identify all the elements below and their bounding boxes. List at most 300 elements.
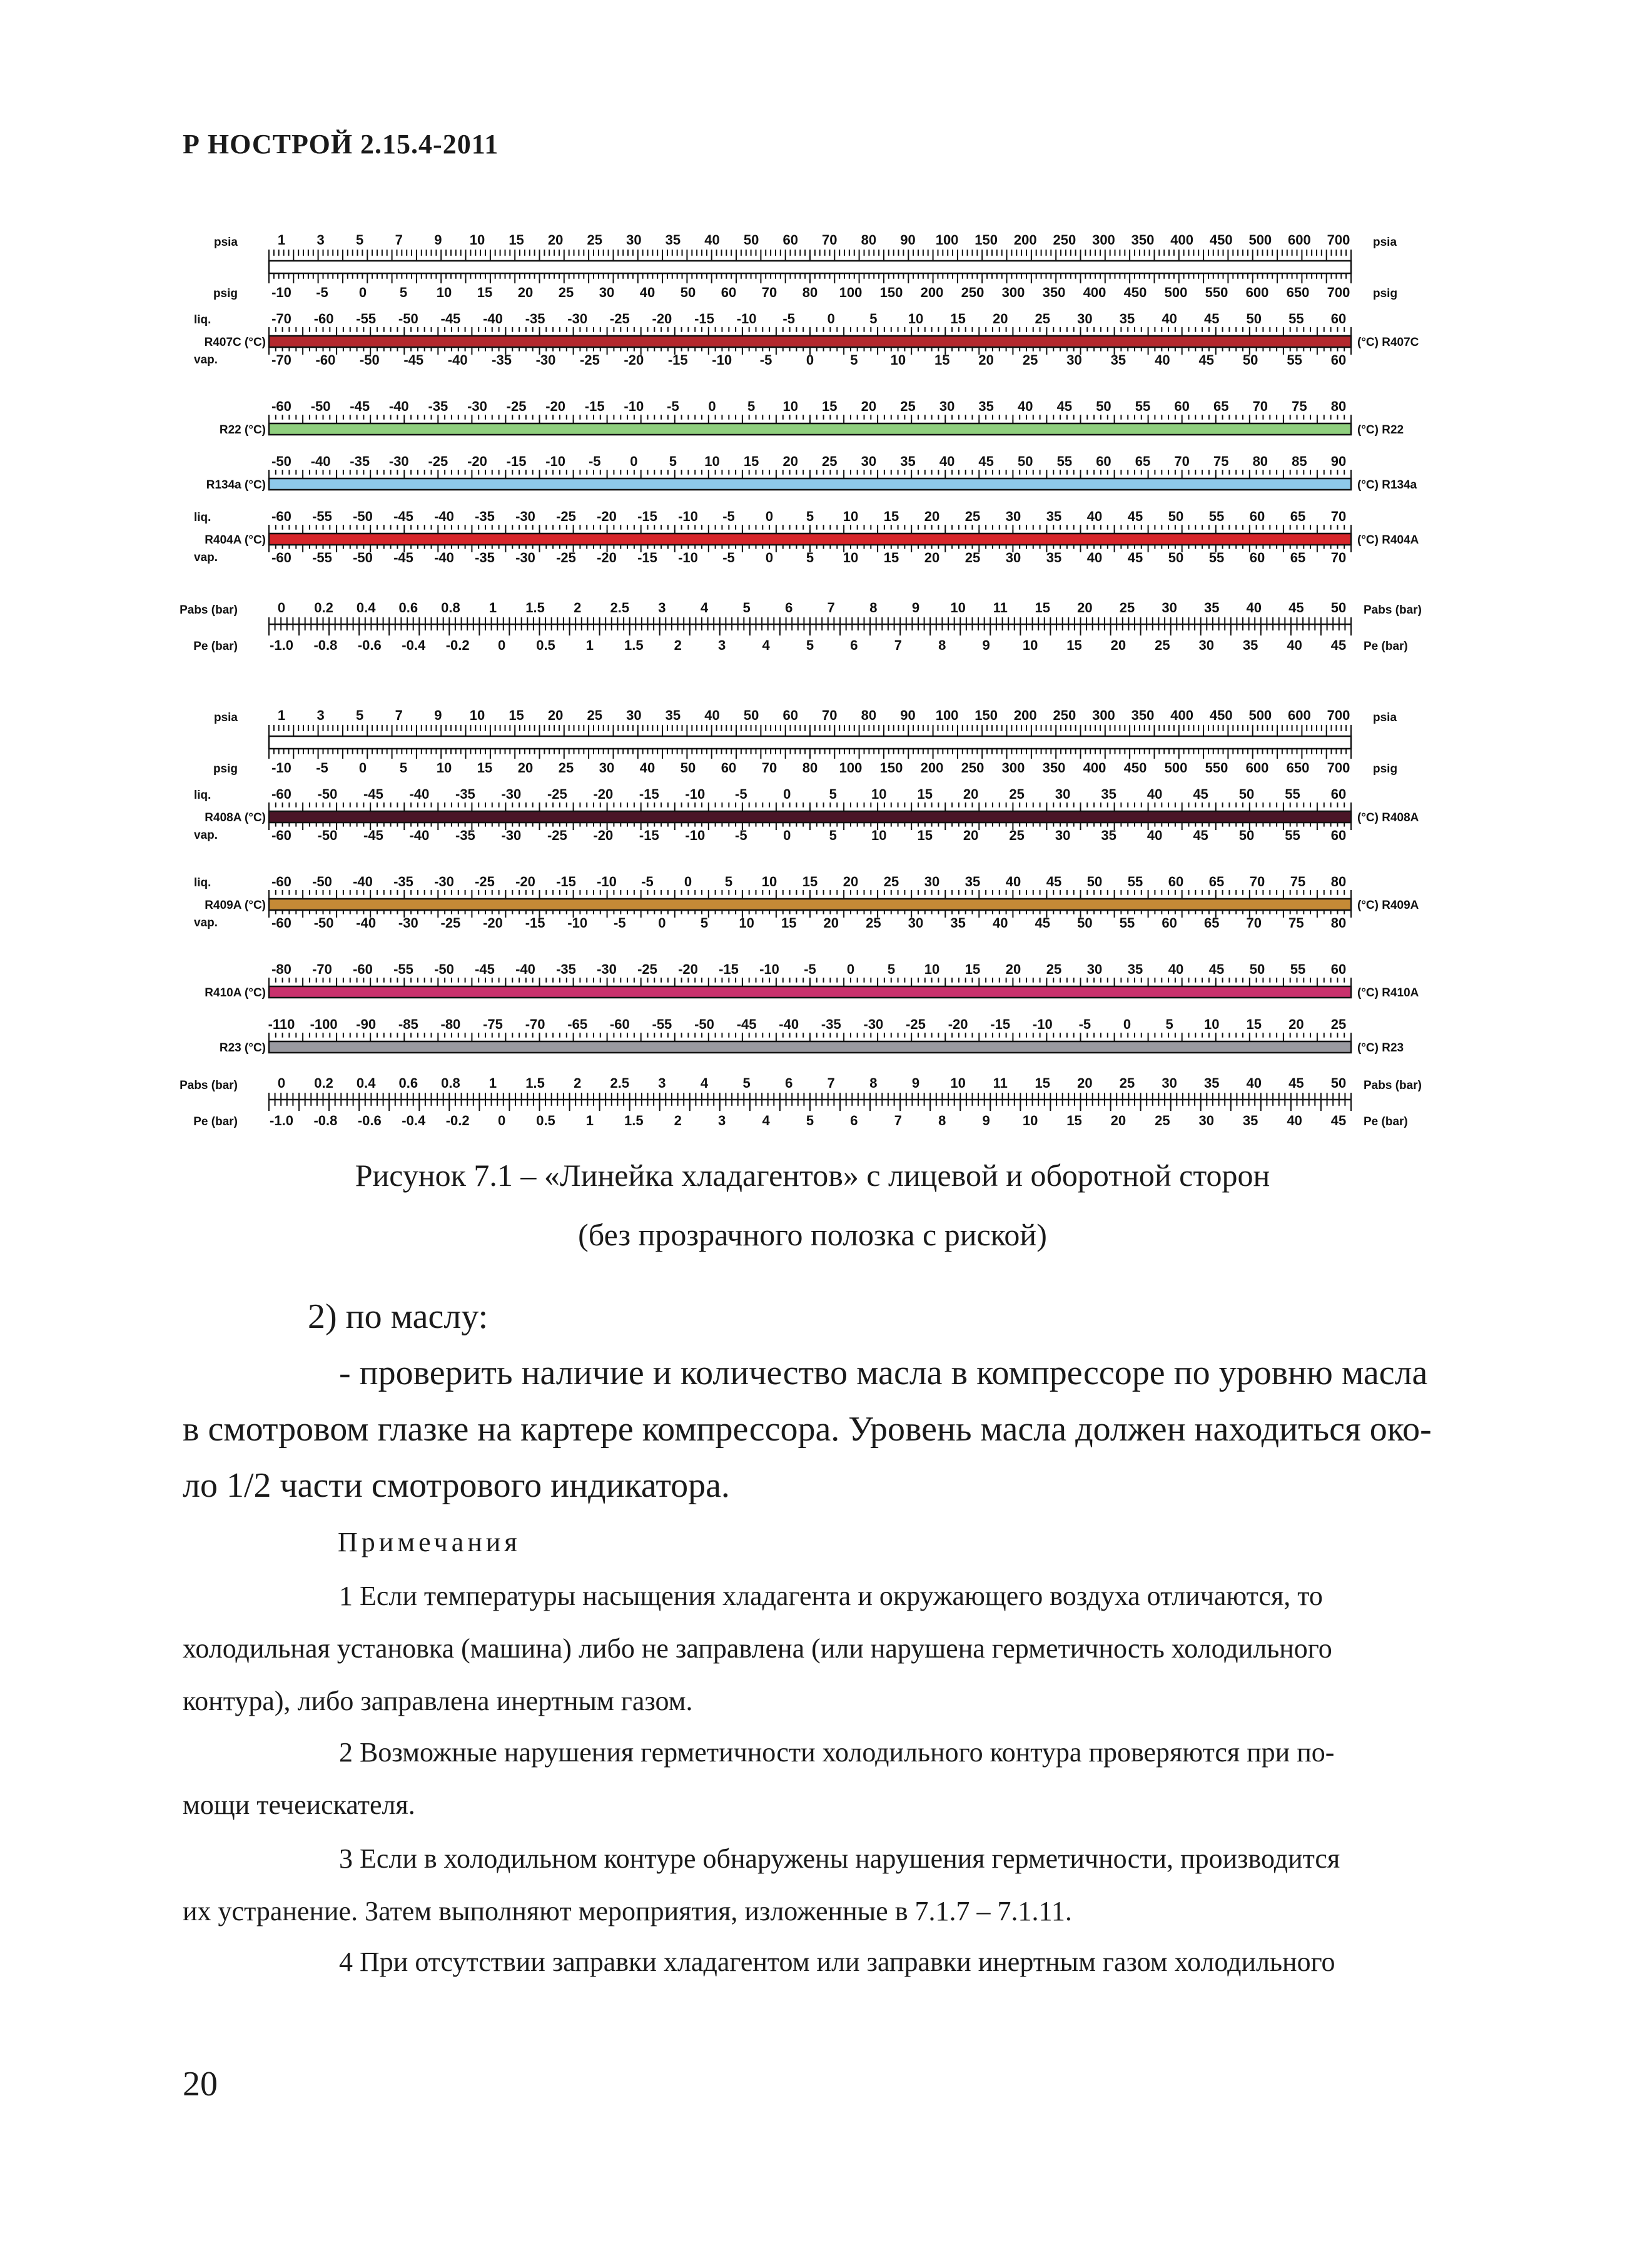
liquid-tag: liq. [194, 313, 211, 327]
vapour-ticks [269, 823, 1351, 830]
vapour-tick-label: -20 [624, 352, 644, 368]
temperature-tick-label: 40 [1168, 961, 1184, 977]
vapour-tick-label: -10 [712, 352, 732, 368]
vapour-tick-label: 30 [1005, 550, 1021, 565]
psia-tick-label: 9 [434, 707, 442, 723]
temperature-tick-label: -50 [694, 1016, 714, 1032]
psia-label-right: psia [1373, 236, 1397, 249]
temperature-tick-label: 15 [950, 311, 966, 327]
temperature-tick-label: 55 [1135, 398, 1151, 414]
note-1 [183, 1570, 1452, 1728]
temperature-tick-label: -80 [271, 961, 291, 977]
temperature-tick-label: 25 [900, 398, 916, 414]
psig-tick-label: 150 [879, 760, 903, 776]
temperature-tick-label: 25 [1046, 961, 1062, 977]
vapour-tick-label: -35 [475, 550, 495, 565]
pe-tick-label: 45 [1330, 1113, 1347, 1128]
temperature-tick-label: -60 [353, 961, 373, 977]
psia-tick-label: 50 [743, 707, 759, 723]
temperature-tick-label: 20 [924, 509, 940, 524]
temperature-tick-label: -35 [475, 509, 495, 524]
vapour-tick-label: -20 [593, 828, 614, 843]
pe-tick-label: 15 [1066, 1113, 1082, 1128]
pe-ticks [269, 624, 1351, 635]
temperature-tick-label: 50 [1018, 453, 1033, 469]
vapour-tick-label: -25 [556, 550, 576, 565]
vapour-tag: vap. [194, 551, 218, 564]
pe-tick-label: 25 [1155, 637, 1170, 653]
psig-ticks [269, 749, 1351, 759]
pabs-tick-label: 45 [1288, 600, 1304, 615]
temperature-tick-label: -30 [515, 509, 535, 524]
refrigerant-bar-R409A [269, 899, 1351, 910]
psig-tick-label: 50 [680, 760, 696, 776]
vapour-tick-label: -20 [597, 550, 617, 565]
pabs-tick-label: 0 [277, 600, 286, 615]
psig-tick-label: 15 [477, 760, 493, 776]
pe-tick-label: 40 [1287, 637, 1302, 653]
temperature-tick-label: 55 [1127, 874, 1143, 889]
temperature-tick-label: 10 [843, 509, 859, 524]
psia-tick-label: 15 [509, 707, 524, 723]
temperature-tick-label: 5 [1165, 1016, 1173, 1032]
temperature-tick-label: -50 [353, 509, 373, 524]
vapour-tick-label: 45 [1035, 915, 1051, 931]
temperature-tick-label: -20 [948, 1016, 968, 1032]
pabs-label: Pabs (bar) [180, 1079, 238, 1092]
pe-tick-label: 7 [894, 637, 902, 653]
temperature-tick-label: 10 [924, 961, 940, 977]
temperature-tick-label: 0 [765, 509, 774, 524]
temperature-tick-label: -5 [722, 509, 735, 524]
pe-tick-label: 2 [674, 1113, 682, 1128]
vapour-tick-label: 35 [1110, 352, 1126, 368]
temperature-tick-label: 20 [1005, 961, 1021, 977]
vapour-tick-label: -60 [271, 915, 291, 931]
psia-label-right: psia [1373, 711, 1397, 724]
vapour-ticks [269, 910, 1351, 918]
vapour-tick-label: 5 [806, 550, 814, 565]
psia-tick-label: 500 [1248, 232, 1272, 248]
psia-tick-label: 400 [1170, 232, 1193, 248]
temperature-tick-label: -35 [821, 1016, 841, 1032]
refrigerant-ruler-back [175, 697, 1464, 1148]
temperature-tick-label: 10 [908, 311, 924, 327]
temperature-tick-label: -45 [350, 398, 370, 414]
temperature-tick-label: 45 [1193, 786, 1208, 802]
vapour-tick-label: -45 [393, 550, 413, 565]
psig-tick-label: -5 [316, 285, 328, 300]
vapour-tick-label: -35 [492, 352, 512, 368]
vapour-tick-label: -10 [678, 550, 698, 565]
pabs-tick-label: 15 [1035, 600, 1051, 615]
vapour-tick-label: -60 [315, 352, 336, 368]
temperature-tick-label: 5 [869, 311, 878, 327]
psig-tick-label: 70 [761, 285, 777, 300]
vapour-tick-label: 0 [765, 550, 774, 565]
refrigerant-label-right: (°C) R407C [1357, 336, 1419, 349]
pabs-tick-label: 4 [700, 600, 709, 615]
psia-tick-label: 70 [822, 232, 838, 248]
note-2 [183, 1726, 1452, 1831]
temperature-tick-label: -10 [736, 311, 757, 327]
psig-tick-label: 60 [721, 760, 737, 776]
temperature-tick-label: 45 [1056, 398, 1073, 414]
psig-tick-label: 50 [680, 285, 696, 300]
temperature-tick-label: -55 [652, 1016, 672, 1032]
pabs-label-right: Pabs (bar) [1364, 1079, 1422, 1092]
temperature-tick-label: 85 [1292, 453, 1307, 469]
vapour-tick-label: -25 [440, 915, 461, 931]
temperature-tick-label: -50 [398, 311, 418, 327]
vapour-tick-label: -30 [515, 550, 535, 565]
psig-tick-label: 0 [358, 760, 367, 776]
temperature-tick-label: 10 [761, 874, 777, 889]
pe-tick-label: -0.8 [313, 637, 338, 653]
pabs-tick-label: 30 [1162, 600, 1177, 615]
pabs-tick-label: 0 [277, 1075, 286, 1091]
temperature-tick-label: -30 [567, 311, 588, 327]
psig-tick-label: 15 [477, 285, 493, 300]
temperature-tick-label: 25 [1009, 786, 1025, 802]
temperature-tick-label: 60 [1249, 509, 1265, 524]
psia-tick-label: 450 [1209, 232, 1233, 248]
pe-tick-label: 0.5 [536, 1113, 555, 1128]
psig-tick-label: 650 [1286, 760, 1310, 776]
temperature-tick-label: -80 [440, 1016, 461, 1032]
psia-tick-label: 90 [900, 232, 916, 248]
psig-tick-label: 25 [558, 285, 574, 300]
psia-tick-label: 350 [1131, 232, 1155, 248]
temperature-tick-label: 10 [782, 398, 798, 414]
pabs-tick-label: 2 [574, 1075, 582, 1091]
temperature-tick-label: 45 [1046, 874, 1062, 889]
temperature-tick-label: -35 [556, 961, 576, 977]
psia-tick-label: 7 [395, 232, 403, 248]
psia-tick-label: 500 [1248, 707, 1272, 723]
temperature-ticks [269, 470, 1351, 478]
psia-tick-label: 700 [1327, 707, 1350, 723]
psia-tick-label: 700 [1327, 232, 1350, 248]
temperature-tick-label: 0 [708, 398, 716, 414]
pe-tick-label: 1 [585, 1113, 594, 1128]
vapour-tick-label: 55 [1208, 550, 1225, 565]
note-line: 4 При отсутствии заправки хладагентом или заправки инертным газом холодильного [339, 1947, 1335, 1977]
vapour-tag: vap. [194, 353, 218, 367]
refrigerant-label-right: (°C) R408A [1357, 811, 1419, 824]
vapour-tick-label: 0 [658, 915, 666, 931]
pe-tick-label: -0.4 [402, 637, 426, 653]
liquid-tag: liq. [194, 789, 211, 802]
vapour-tick-label: -10 [567, 915, 588, 931]
vapour-tick-label: 15 [917, 828, 933, 843]
refrigerant-ruler-front [175, 222, 1464, 685]
temperature-tick-label: 55 [1208, 509, 1225, 524]
pabs-tick-label: 0.8 [441, 600, 460, 615]
temperature-tick-label: -25 [428, 453, 448, 469]
note-4 [183, 1936, 1452, 1988]
temperature-tick-label: 50 [1238, 786, 1255, 802]
vapour-tick-label: 55 [1287, 352, 1302, 368]
pabs-tick-label: 0.2 [314, 1075, 333, 1091]
temperature-tick-label: 55 [1290, 961, 1306, 977]
psig-tick-label: 500 [1164, 760, 1188, 776]
refrigerant-label: R22 (°C) [219, 423, 266, 437]
vapour-tick-label: 55 [1285, 828, 1300, 843]
psia-tick-label: 30 [626, 707, 642, 723]
psia-tick-label: 80 [861, 707, 877, 723]
temperature-tick-label: 35 [1127, 961, 1143, 977]
psia-ticks [269, 725, 1351, 736]
temperature-tick-label: -60 [271, 786, 291, 802]
vapour-tick-label: -50 [313, 915, 334, 931]
temperature-tick-label: 0 [630, 453, 638, 469]
temperature-tick-label: 70 [1249, 874, 1265, 889]
pabs-tick-label: 4 [700, 1075, 709, 1091]
psia-label: psia [213, 711, 238, 724]
pressure-bar [269, 736, 1351, 749]
temperature-tick-label: -35 [350, 453, 370, 469]
refrigerant-bar-R410A [269, 986, 1351, 998]
temperature-tick-label: -15 [639, 786, 659, 802]
temperature-tick-label: -5 [641, 874, 654, 889]
psia-ticks [269, 250, 1351, 261]
pabs-tick-label: 5 [742, 1075, 751, 1091]
temperature-tick-label: 0 [1123, 1016, 1131, 1032]
note-line: 1 Если температуры насыщения хладагента и окружающего воздуха отличаются, то [339, 1581, 1323, 1611]
temperature-tick-label: -15 [694, 311, 714, 327]
temperature-tick-label: 20 [843, 874, 859, 889]
temperature-tick-label: 25 [964, 509, 981, 524]
pabs-tick-label: 25 [1119, 1075, 1135, 1091]
temperature-tick-label: 55 [1288, 311, 1304, 327]
pe-tick-label: 20 [1110, 1113, 1126, 1128]
psia-tick-label: 70 [822, 707, 838, 723]
temperature-tick-label: -20 [545, 398, 566, 414]
temperature-tick-label: 55 [1056, 453, 1073, 469]
vapour-tick-label: 65 [1203, 915, 1220, 931]
vapour-tick-label: 25 [964, 550, 981, 565]
pe-tick-label: 3 [718, 1113, 726, 1128]
pabs-tick-label: 20 [1077, 600, 1093, 615]
paragraph-line: - проверить наличие и количество масла в компрессоре по уровню масла [339, 1354, 1428, 1392]
temperature-tick-label: -5 [782, 311, 795, 327]
psia-tick-label: 25 [587, 707, 602, 723]
temperature-tick-label: -30 [501, 786, 522, 802]
vapour-tick-label: 60 [1249, 550, 1265, 565]
pressure-bar [269, 261, 1351, 273]
vapour-tick-label: 70 [1246, 915, 1262, 931]
temperature-tick-label: -100 [310, 1016, 338, 1032]
temperature-tick-label: 65 [1290, 509, 1306, 524]
temperature-tick-label: 70 [1174, 453, 1190, 469]
temperature-tick-label: 15 [1246, 1016, 1262, 1032]
pabs-tick-label: 30 [1162, 1075, 1177, 1091]
pabs-tick-label: 6 [785, 600, 793, 615]
pabs-tick-label: 10 [950, 1075, 966, 1091]
pabs-tick-label: 11 [993, 1075, 1008, 1091]
temperature-tick-label: 0 [846, 961, 855, 977]
temperature-tick-label: 60 [1174, 398, 1190, 414]
psig-tick-label: 400 [1083, 285, 1106, 300]
temperature-tick-label: 50 [1086, 874, 1103, 889]
psig-tick-label: -10 [271, 285, 291, 300]
pabs-tick-label: 0.6 [398, 600, 418, 615]
pe-tick-label: 40 [1287, 1113, 1302, 1128]
temperature-tick-label: 75 [1213, 453, 1229, 469]
temperature-tick-label: -15 [637, 509, 657, 524]
pe-tick-label: 1.5 [624, 637, 644, 653]
vapour-tick-label: 45 [1193, 828, 1208, 843]
temperature-tick-label: 60 [1330, 311, 1347, 327]
refrigerant-label-right: (°C) R134a [1357, 478, 1417, 492]
temperature-tick-label: -55 [312, 509, 332, 524]
psia-tick-label: 1 [277, 707, 286, 723]
temperature-tick-label: -30 [467, 398, 487, 414]
pe-tick-label: 1.5 [624, 1113, 644, 1128]
temperature-tick-label: 25 [1035, 311, 1051, 327]
temperature-tick-label: -75 [483, 1016, 503, 1032]
pabs-tick-label: 8 [869, 600, 878, 615]
temperature-tick-label: 15 [917, 786, 933, 802]
temperature-tick-label: -25 [506, 398, 527, 414]
vapour-tick-label: -5 [759, 352, 772, 368]
temperature-tick-label: 40 [1162, 311, 1177, 327]
psia-tick-label: 20 [547, 707, 564, 723]
vapour-tick-label: 5 [700, 915, 709, 931]
vapour-tick-label: 45 [1127, 550, 1143, 565]
vapour-tick-label: 25 [1009, 828, 1025, 843]
psia-label: psia [213, 236, 238, 249]
psig-tick-label: 450 [1123, 285, 1147, 300]
temperature-tick-label: -45 [736, 1016, 757, 1032]
psia-tick-label: 30 [626, 232, 642, 248]
vapour-tick-label: 40 [992, 915, 1008, 931]
temperature-tick-label: -15 [990, 1016, 1011, 1032]
refrigerant-label: R407C (°C) [204, 336, 266, 349]
vapour-tick-label: 35 [950, 915, 966, 931]
temperature-tick-label: -25 [556, 509, 576, 524]
psia-tick-label: 7 [395, 707, 403, 723]
temperature-tick-label: -25 [475, 874, 495, 889]
pabs-tick-label: 15 [1035, 1075, 1051, 1091]
vapour-tick-label: 0 [806, 352, 814, 368]
temperature-tick-label: -50 [310, 398, 331, 414]
psia-tick-label: 600 [1288, 232, 1311, 248]
psig-label-right: psig [1373, 287, 1398, 300]
pe-tick-label: 15 [1066, 637, 1082, 653]
temperature-tick-label: -15 [719, 961, 739, 977]
vapour-tick-label: -40 [447, 352, 468, 368]
psig-tick-label: 150 [879, 285, 903, 300]
refrigerant-label-right: (°C) R23 [1357, 1041, 1404, 1055]
temperature-tick-label: -70 [312, 961, 332, 977]
psig-tick-label: 25 [558, 760, 574, 776]
temperature-tick-label: -20 [678, 961, 698, 977]
refrigerant-label: R410A (°C) [205, 986, 266, 1000]
pe-label-right: Pe (bar) [1364, 1115, 1408, 1128]
psig-tick-label: 550 [1205, 285, 1228, 300]
note-line: контура), либо заправлена инертным газом. [183, 1686, 693, 1716]
vapour-tick-label: 20 [978, 352, 994, 368]
pabs-tick-label: 3 [658, 1075, 666, 1091]
temperature-tick-label: 30 [1077, 311, 1093, 327]
pabs-tick-label: 40 [1246, 1075, 1262, 1091]
psia-tick-label: 250 [1053, 707, 1076, 723]
pe-tick-label: -0.2 [445, 637, 470, 653]
temperature-tick-label: 25 [822, 453, 838, 469]
vapour-tick-label: 70 [1330, 550, 1347, 565]
psia-tick-label: 450 [1209, 707, 1233, 723]
temperature-tick-label: -40 [515, 961, 535, 977]
temperature-tick-label: 35 [964, 874, 981, 889]
vapour-tick-label: 45 [1198, 352, 1214, 368]
psia-tick-label: 300 [1092, 707, 1115, 723]
paragraph-line: в смотровом глазке на картере компрессора. Уровень масла должен находиться око- [183, 1410, 1432, 1449]
pe-tick-label: 6 [850, 637, 858, 653]
temperature-tick-label: 30 [1086, 961, 1103, 977]
vapour-tick-label: 65 [1290, 550, 1306, 565]
psig-tick-label: 600 [1245, 760, 1269, 776]
psig-tick-label: 600 [1245, 285, 1269, 300]
psig-tick-label: 700 [1327, 285, 1350, 300]
temperature-tick-label: -35 [393, 874, 413, 889]
pabs-label: Pabs (bar) [180, 604, 238, 617]
psig-tick-label: 60 [721, 285, 737, 300]
temperature-tick-label: -65 [567, 1016, 588, 1032]
vapour-tick-label: -30 [501, 828, 522, 843]
temperature-tick-label: -20 [652, 311, 672, 327]
temperature-ticks [269, 978, 1351, 986]
note-3 [183, 1833, 1452, 1938]
psia-tick-label: 3 [316, 232, 325, 248]
temperature-ticks [269, 525, 1351, 534]
pabs-tick-label: 1.5 [525, 1075, 545, 1091]
pabs-label-right: Pabs (bar) [1364, 604, 1422, 617]
vapour-tick-label: -15 [637, 550, 657, 565]
pe-tick-label: -0.2 [445, 1113, 470, 1128]
temperature-tick-label: 35 [900, 453, 916, 469]
temperature-tick-label: 60 [1330, 961, 1347, 977]
temperature-ticks [269, 415, 1351, 423]
list-item-oil: 2) по маслу: [308, 1297, 489, 1336]
pabs-tick-label: 1 [489, 600, 497, 615]
vapour-tick-label: 25 [866, 915, 881, 931]
vapour-tick-label: -45 [403, 352, 424, 368]
temperature-tick-label: 40 [1018, 398, 1033, 414]
pe-tick-label: -1.0 [270, 637, 293, 653]
refrigerant-label: R23 (°C) [219, 1041, 266, 1055]
temperature-tick-label: -10 [678, 509, 698, 524]
temperature-tick-label: 30 [1055, 786, 1071, 802]
pe-tick-label: 9 [982, 1113, 990, 1128]
temperature-tick-label: -60 [271, 509, 291, 524]
psig-tick-label: 500 [1164, 285, 1188, 300]
temperature-tick-label: -45 [475, 961, 495, 977]
temperature-tick-label: -40 [483, 311, 503, 327]
pe-tick-label: 6 [850, 1113, 858, 1128]
vapour-tick-label: 60 [1162, 915, 1177, 931]
temperature-tick-label: -5 [667, 398, 679, 414]
refrigerant-bar-R404A [269, 534, 1351, 545]
pe-label-right: Pe (bar) [1364, 640, 1408, 653]
temperature-tick-label: -15 [584, 398, 605, 414]
vapour-tick-label: -30 [398, 915, 418, 931]
psig-tick-label: 450 [1123, 760, 1147, 776]
psig-tick-label: 30 [599, 285, 615, 300]
temperature-tick-label: 80 [1252, 453, 1268, 469]
liquid-tag: liq. [194, 511, 211, 524]
